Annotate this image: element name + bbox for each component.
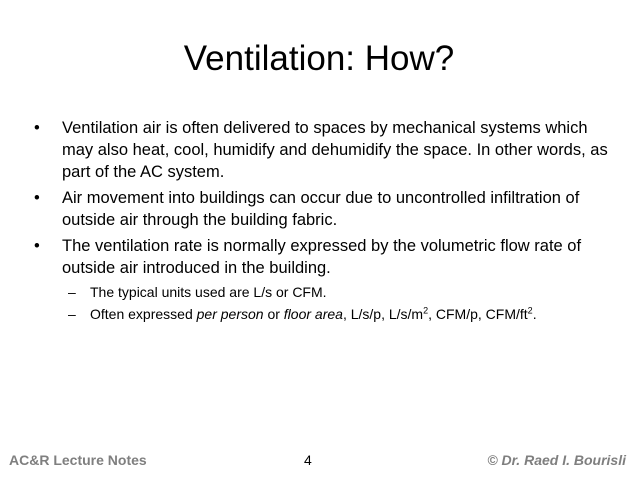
slide-title: Ventilation: How? [183, 39, 455, 78]
bullet-item [30, 187, 620, 231]
expr-per-person: per person [196, 306, 264, 322]
sub-bullet-text: The typical units used are L/s or CFM. [90, 284, 327, 300]
footer-author: © Dr. Raed I. Bourisli [487, 452, 626, 468]
expr-sup-1: 2 [423, 305, 429, 316]
expr-units-2: , CFM/p, CFM/ft [428, 306, 528, 322]
expr-sup-2: 2 [527, 305, 533, 316]
bullet-item [30, 117, 620, 183]
bullet-icon: • [34, 237, 40, 255]
bullet-text: Ventilation air is often delivered to spaces by mechanical systems which may also heat, cool, humidify and dehumidify the space. In other words, as part of the AC system. [62, 119, 608, 181]
bullet-icon: • [34, 119, 40, 137]
sub-bullet-item [30, 283, 620, 301]
sub-bullet-text [90, 306, 537, 322]
footer-page-number: 4 [304, 452, 312, 468]
slide-body [30, 117, 620, 327]
bullet-text: Air movement into buildings can occur due to uncontrolled infiltration of outside air through the building fabric. [62, 189, 580, 229]
expr-prefix: Often expressed [90, 306, 197, 322]
bullet-icon: • [34, 189, 40, 207]
expr-or: or [263, 306, 284, 322]
bullet-text: The ventilation rate is normally expressed by the volumetric flow rate of outside air introduced in the building. [62, 237, 582, 277]
dash-icon: – [68, 306, 76, 322]
expr-end: . [532, 306, 537, 322]
bullet-item [30, 235, 620, 279]
footer-course-name: AC&R Lecture Notes [9, 452, 147, 468]
expr-units-1: , L/s/p, L/s/m [342, 306, 424, 322]
sub-bullet-item [30, 305, 620, 323]
dash-icon: – [68, 284, 76, 300]
expr-floor-area: floor area [283, 306, 343, 322]
